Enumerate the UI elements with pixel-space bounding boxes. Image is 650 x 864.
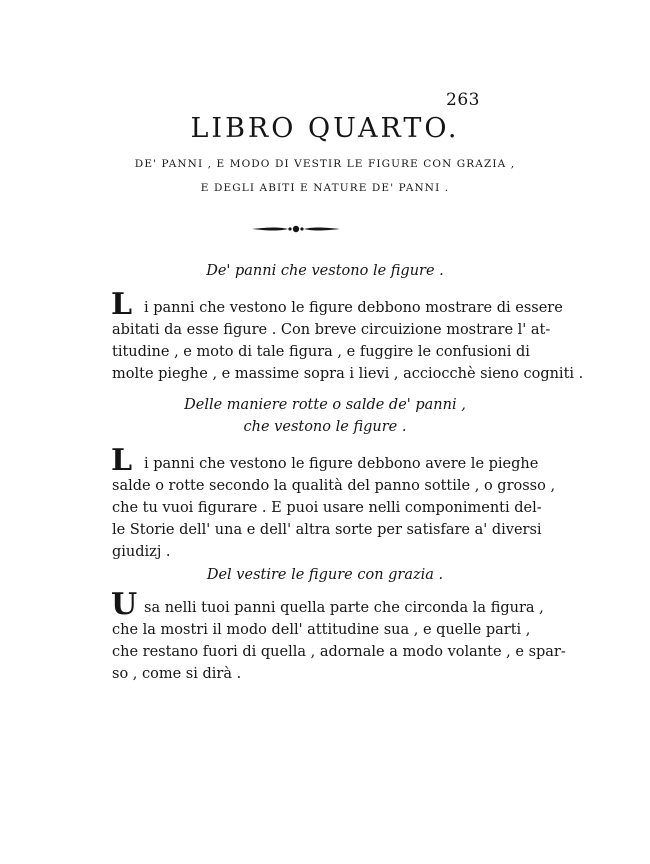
paragraph-line: so , come si dirà . xyxy=(112,666,242,682)
paragraph-line: i panni che vestono le figure debbono avere le pieghe xyxy=(144,456,539,472)
section-heading: Del vestire le figure con grazia . xyxy=(206,567,444,583)
paragraph-line: titudine , e moto di tale figura , e fuggire le confusioni di xyxy=(112,344,530,360)
section-heading: Delle maniere rotte o salde de' panni , xyxy=(184,397,466,413)
paragraph-line: che restano fuori di quella , adornale a modo volante , e spar- xyxy=(112,644,566,660)
paragraph-line: che tu vuoi figurare . E puoi usare nelli componimenti del- xyxy=(112,500,542,516)
paragraph-line: abitati da esse figure . Con breve circuizione mostrare l' at- xyxy=(112,322,551,338)
page-number: 263 xyxy=(446,90,480,110)
paragraph-line: i panni che vestono le figure debbono mostrare di essere xyxy=(144,300,563,316)
paragraph-line: le Storie dell' una e dell' altra sorte per satisfare a' diversi xyxy=(112,522,542,538)
drop-cap: L xyxy=(111,287,133,322)
drop-cap: U xyxy=(111,587,138,622)
paragraph-line: che la mostri il modo dell' attitudine sua , e quelle parti , xyxy=(112,622,531,638)
paragraph-line: sa nelli tuoi panni quella parte che circonda la figura , xyxy=(144,600,544,616)
chapter-subtitle-line-1: DE' PANNI , E MODO DI VESTIR LE FIGURE CON GRAZIA , xyxy=(134,158,516,170)
paragraph-line: salde o rotte secondo la qualità del panno sottile , o grosso , xyxy=(112,478,556,494)
chapter-subtitle-line-2: E DEGLI ABITI E NATURE DE' PANNI . xyxy=(200,182,450,194)
book-title: LIBRO QUARTO. xyxy=(190,113,460,144)
drop-cap: L xyxy=(111,443,133,478)
paragraph-line: molte pieghe , e massime sopra i lievi , acciocchè sieno cogniti . xyxy=(112,366,584,382)
paragraph-line: giudizj . xyxy=(112,544,171,560)
ornament-rule xyxy=(250,224,342,234)
section-heading: che vestono le figure . xyxy=(243,419,407,435)
section-heading: De' panni che vestono le figure . xyxy=(206,263,444,279)
